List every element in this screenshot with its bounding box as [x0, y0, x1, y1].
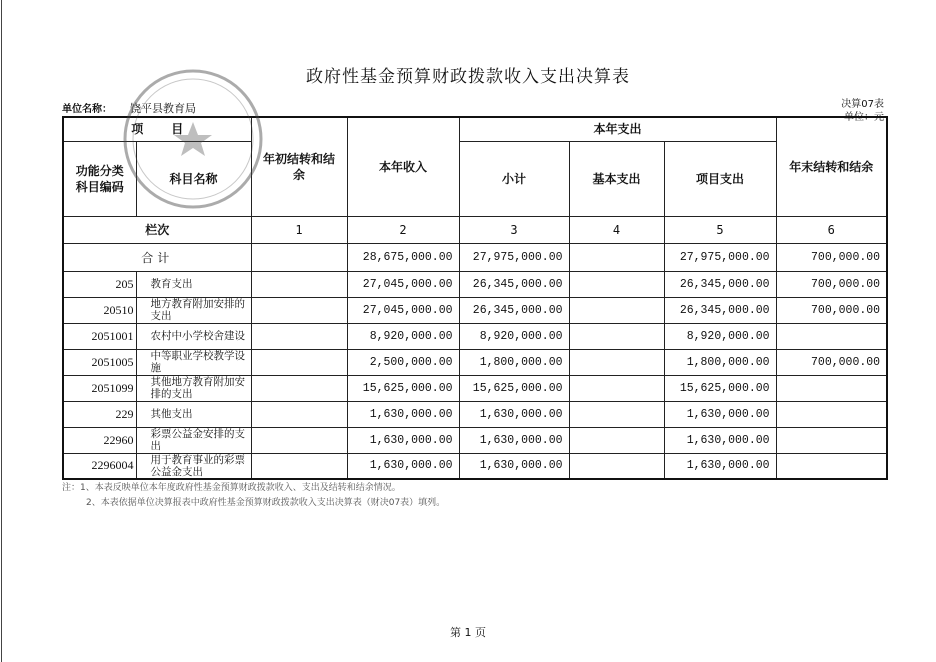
cell-code: 229	[63, 401, 136, 427]
scan-edge-line	[1, 0, 2, 662]
cell-closing	[776, 375, 887, 401]
cell-subtotal: 26,345,000.00	[459, 271, 569, 297]
cell-name: 用于教育事业的彩票公益金支出	[136, 453, 251, 479]
cell-opening	[251, 297, 347, 323]
cell-project: 8,920,000.00	[664, 323, 776, 349]
cell-subtotal: 1,800,000.00	[459, 349, 569, 375]
cell-income: 27,045,000.00	[347, 271, 459, 297]
cell-basic	[569, 271, 664, 297]
cell-project: 1,630,000.00	[664, 453, 776, 479]
cell-name: 教育支出	[136, 271, 251, 297]
note-2: 2、本表依据单位决算报表中政府性基金预算财政拨款收入支出决算表（财决07表）填列。	[86, 498, 446, 508]
cell-income: 1,630,000.00	[347, 427, 459, 453]
column-index-1: 1	[251, 216, 347, 243]
table-row	[63, 271, 887, 297]
table-row	[63, 297, 887, 323]
header-code: 功能分类科目编码	[63, 141, 136, 216]
cell-name: 中等职业学校教学设施	[136, 349, 251, 375]
table-row	[63, 427, 887, 453]
cell-closing	[776, 323, 887, 349]
cell-code: 2051001	[63, 323, 136, 349]
cell-income: 27,045,000.00	[347, 297, 459, 323]
header-basic: 基本支出	[569, 141, 664, 216]
cell-subtotal: 1,630,000.00	[459, 453, 569, 479]
cell-opening	[251, 401, 347, 427]
cell-closing	[776, 427, 887, 453]
cell-opening	[251, 271, 347, 297]
total-row	[63, 243, 887, 271]
cell-name: 彩票公益金安排的支出	[136, 427, 251, 453]
total-income: 28,675,000.00	[347, 243, 459, 271]
cell-subtotal: 26,345,000.00	[459, 297, 569, 323]
header-project: 项目支出	[664, 141, 776, 216]
cell-income: 15,625,000.00	[347, 375, 459, 401]
unit-line	[62, 100, 196, 116]
column-index-2: 2	[347, 216, 459, 243]
total-opening	[251, 243, 347, 271]
cell-subtotal: 8,920,000.00	[459, 323, 569, 349]
cell-income: 1,630,000.00	[347, 401, 459, 427]
cell-basic	[569, 297, 664, 323]
page-title: 政府性基金预算财政拨款收入支出决算表	[306, 67, 630, 87]
total-basic	[569, 243, 664, 271]
cell-name: 其他地方教育附加安排的支出	[136, 375, 251, 401]
header-income: 本年收入	[347, 117, 459, 216]
column-index-row	[63, 216, 887, 243]
cell-code: 205	[63, 271, 136, 297]
cell-subtotal: 15,625,000.00	[459, 375, 569, 401]
table-row	[63, 323, 887, 349]
cell-basic	[569, 453, 664, 479]
cell-name: 地方教育附加安排的支出	[136, 297, 251, 323]
note-1: 注：1、本表反映单位本年度政府性基金预算财政拨款收入、支出及结转和结余情况。	[62, 483, 401, 493]
header-expense: 本年支出	[459, 117, 776, 141]
header-opening: 年初结转和结余	[251, 117, 347, 216]
table-row	[63, 401, 887, 427]
cell-basic	[569, 427, 664, 453]
cell-opening	[251, 349, 347, 375]
cell-income: 1,630,000.00	[347, 453, 459, 479]
cell-name: 其他支出	[136, 401, 251, 427]
cell-opening	[251, 323, 347, 349]
table-row	[63, 349, 887, 375]
budget-table	[62, 116, 888, 480]
total-subtotal: 27,975,000.00	[459, 243, 569, 271]
cell-opening	[251, 427, 347, 453]
cell-closing: 700,000.00	[776, 349, 887, 375]
cell-subtotal: 1,630,000.00	[459, 427, 569, 453]
cell-closing	[776, 401, 887, 427]
header-subtotal: 小计	[459, 141, 569, 216]
cell-project: 26,345,000.00	[664, 271, 776, 297]
cell-basic	[569, 401, 664, 427]
cell-basic	[569, 323, 664, 349]
currency-unit: 单位：元	[844, 112, 884, 123]
cell-project: 15,625,000.00	[664, 375, 776, 401]
column-index-3: 3	[459, 216, 569, 243]
cell-income: 2,500,000.00	[347, 349, 459, 375]
cell-code: 2051099	[63, 375, 136, 401]
header-row-top	[63, 117, 887, 141]
total-closing: 700,000.00	[776, 243, 887, 271]
cell-code: 2051005	[63, 349, 136, 375]
column-index-5: 5	[664, 216, 776, 243]
column-index-6: 6	[776, 216, 887, 243]
header-row-sub	[63, 141, 887, 216]
unit-name: 饶平县教育局	[130, 102, 196, 115]
cell-opening	[251, 453, 347, 479]
cell-basic	[569, 375, 664, 401]
cell-opening	[251, 375, 347, 401]
cell-code: 2296004	[63, 453, 136, 479]
cell-project: 1,630,000.00	[664, 427, 776, 453]
total-project: 27,975,000.00	[664, 243, 776, 271]
table-row	[63, 375, 887, 401]
page-number: 第 1 页	[450, 626, 486, 639]
cell-closing: 700,000.00	[776, 297, 887, 323]
total-label: 合计	[63, 243, 251, 271]
table-row	[63, 453, 887, 479]
cell-closing: 700,000.00	[776, 271, 887, 297]
cell-basic	[569, 349, 664, 375]
cell-project: 1,800,000.00	[664, 349, 776, 375]
notes	[62, 481, 445, 511]
header-closing: 年末结转和结余	[776, 117, 887, 216]
cell-subtotal: 1,630,000.00	[459, 401, 569, 427]
form-code: 决算07表	[841, 99, 884, 110]
unit-label: 单位名称：	[62, 104, 112, 115]
header-item: 项目	[63, 117, 251, 141]
cell-code: 20510	[63, 297, 136, 323]
column-index-4: 4	[569, 216, 664, 243]
cell-project: 26,345,000.00	[664, 297, 776, 323]
table-body	[63, 216, 887, 479]
cell-project: 1,630,000.00	[664, 401, 776, 427]
column-index-label: 栏次	[63, 216, 251, 243]
header-name: 科目名称	[136, 141, 251, 216]
cell-code: 22960	[63, 427, 136, 453]
cell-name: 农村中小学校舍建设	[136, 323, 251, 349]
cell-income: 8,920,000.00	[347, 323, 459, 349]
cell-closing	[776, 453, 887, 479]
